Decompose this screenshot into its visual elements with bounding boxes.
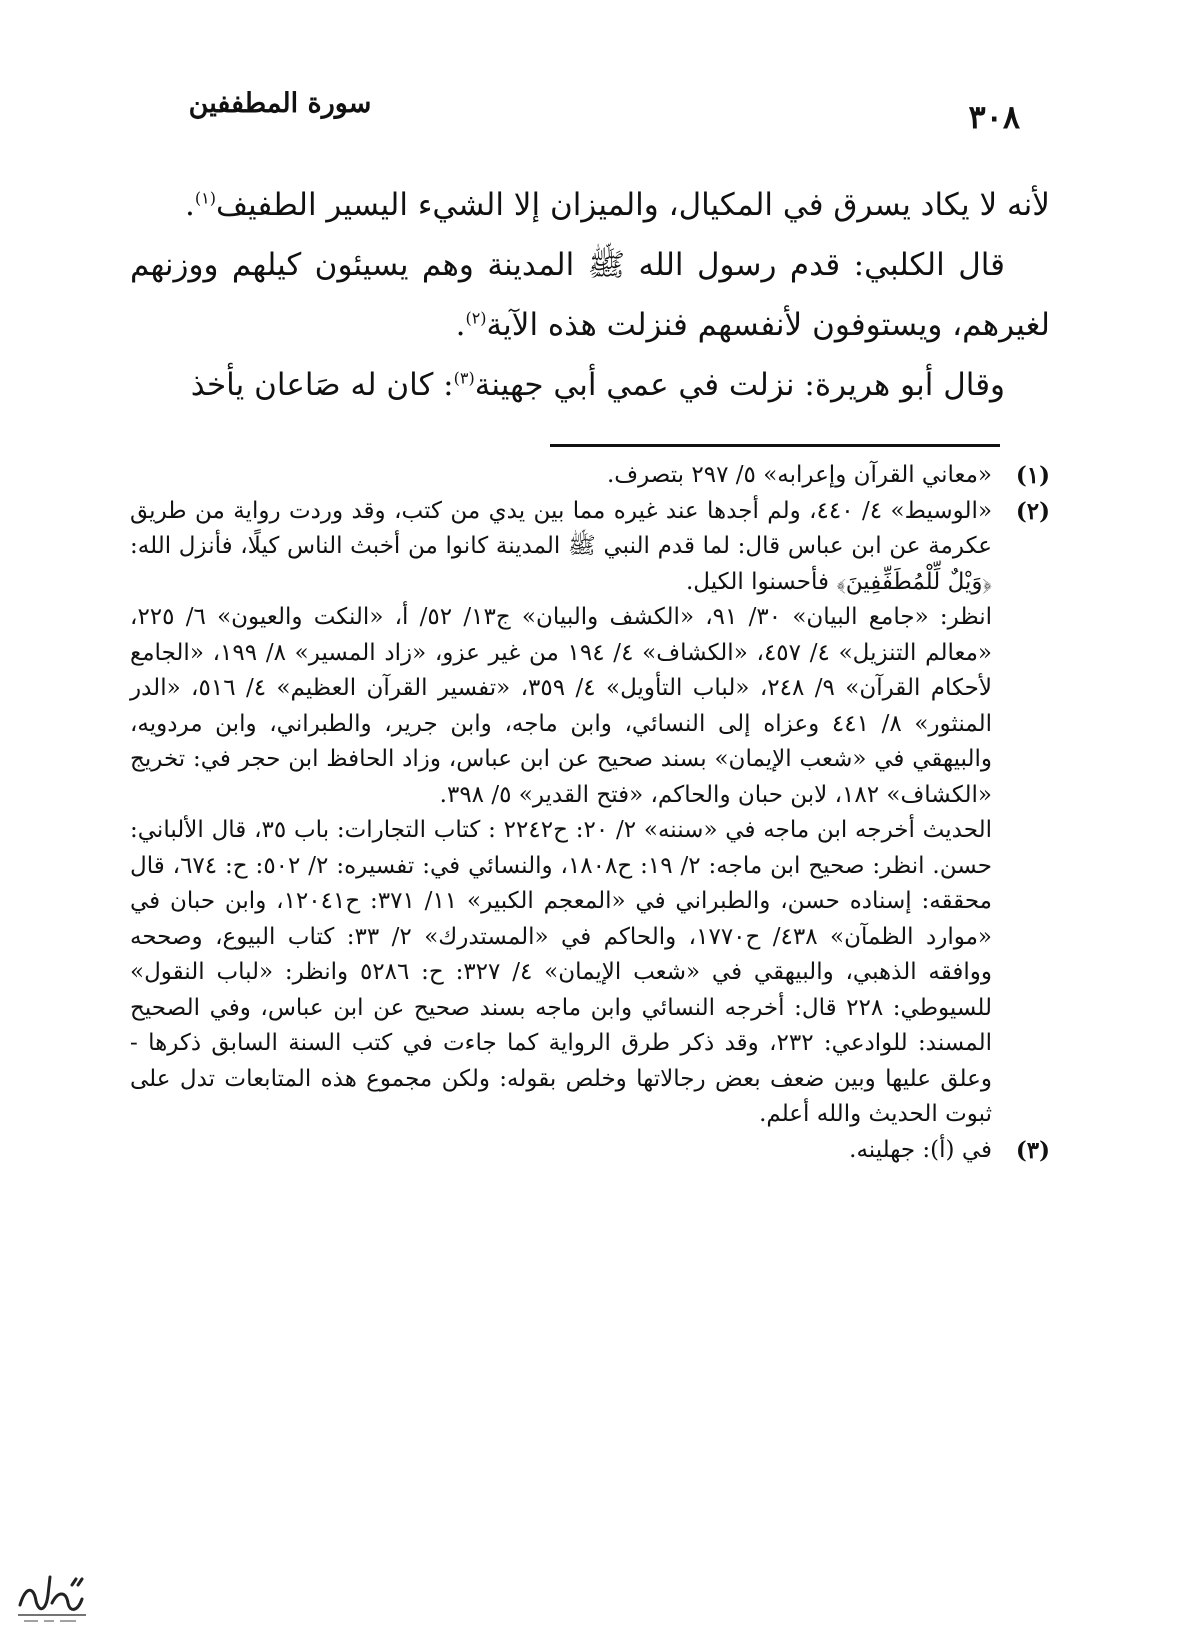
footnote-number: (١) xyxy=(1015,462,1050,489)
main-text xyxy=(130,175,1050,415)
footnote-text: في (أ): جهلينه. xyxy=(849,1136,992,1163)
page-number: ٣٠٨ xyxy=(968,98,1020,136)
footnote-number: (٣) xyxy=(1015,1136,1050,1164)
publisher-logo xyxy=(12,1565,92,1627)
footnote-text: «الوسيط» ٤/ ٤٤٠، ولم أجدها عند غيره مما بين يدي من كتب، وقد وردت رواية من طريق عكرمة عن ابن عباس قال: لما قدم النبي ﷺ المدينة كانوا من أخبث الناس كيلًا، فأنزل الله: ﴿وَيْلٌ لِّلْمُطَفِّفِينَ﴾ فأحسنوا الكيل. xyxy=(130,497,993,595)
footnote-number: (٢) xyxy=(1015,497,1050,525)
footnote xyxy=(130,494,1050,1133)
footnote-ref[interactable]: (١) xyxy=(194,188,216,208)
footnotes xyxy=(130,458,1050,1168)
body-paragraph: لأنه لا يكاد يسرق في المكيال، والميزان إلا الشيء اليسير الطفيف$^{(١)}$. xyxy=(185,187,1050,223)
running-header-title: سورة المطففين xyxy=(188,88,372,119)
footnote xyxy=(130,1133,1050,1169)
footnote-separator xyxy=(550,444,1000,447)
body-paragraph: قال الكلبي: قدم رسول الله ﷺ المدينة وهم يسيئون كيلهم ووزنهم لغيرهم، ويستوفون لأنفسهم فنزلت هذه الآية$^{(٢)}$. xyxy=(130,247,1050,343)
body-paragraph: وقال أبو هريرة: نزلت في عمي أبي جهينة$^{(٣)}$: كان له صَاعان يأخذ xyxy=(190,367,1005,403)
footnote-ref[interactable]: (٣) xyxy=(453,368,475,388)
footnote-text: الحديث أخرجه ابن ماجه في «سننه» ٢/ ٢٠: ح٢٢٤٢ : كتاب التجارات: باب ٣٥، قال الألباني: حسن. انظر: صحيح ابن ماجه: ٢/ ١٩: ح١٨٠٨، والنسائي في: تفسيره: ٢/ ٥٠٢: ح: ٦٧٤، قال محققه: إسناده حسن، والطبراني في «المعجم الكبير» ١١/ ٣٧١: ح١٢٠٤١، وابن حبان في «موارد الظمآن» ٤٣٨/ ح١٧٧٠، والحاكم في «المستدرك» ٢/ ٣٣: كتاب البيوع، وصححه ووافقه الذهبي، والبيهقي في «شعب الإيمان» ٤/ ٣٢٧: ح: ٥٢٨٦ وانظر: «لباب النقول» للسيوطي: ٢٢٨ قال: أخرجه النسائي وابن ماجه بسند صحيح عن ابن عباس، وفي الصحيح المسند: للوادعي: ٢٣٢، وقد ذكر طرق الرواية كما جاءت في كتب السنة السابق ذكرها - وعلق عليها وبين ضعف بعض رجالاتها وخلص بقوله: ولكن مجموع هذه المتابعات تدل على ثبوت الحديث والله أعلم. xyxy=(130,817,992,1127)
footnote-text: انظر: «جامع البيان» ٣٠/ ٩١، «الكشف والبيان» ج١٣/ ٥٢/ أ، «النكت والعيون» ٦/ ٢٢٥، «معالم التنزيل» ٤/ ٤٥٧، «الكشاف» ٤/ ١٩٤ من غير عزو، «زاد المسير» ٨/ ١٩٩، «الجامع لأحكام القرآن» ٩/ ٢٤٨، «لباب التأويل» ٤/ ٣٥٩، «تفسير القرآن العظيم» ٤/ ٥١٦، «الدر المنثور» ٨/ ٤٤١ وعزاه إلى النسائي، وابن ماجه، وابن جرير، والطبراني، وابن مردويه، والبيهقي في «شعب الإيمان» بسند صحيح عن ابن عباس، وزاد الحافظ ابن حجر في: تخريج «الكشاف» ١٨٢، لابن حبان والحاكم، «فتح القدير» ٥/ ٣٩٨. xyxy=(130,604,993,808)
footnote xyxy=(130,458,1050,494)
footnote-text: «معاني القرآن وإعرابه» ٥/ ٢٩٧ بتصرف. xyxy=(606,462,992,488)
footnote-ref[interactable]: (٢) xyxy=(465,308,487,328)
